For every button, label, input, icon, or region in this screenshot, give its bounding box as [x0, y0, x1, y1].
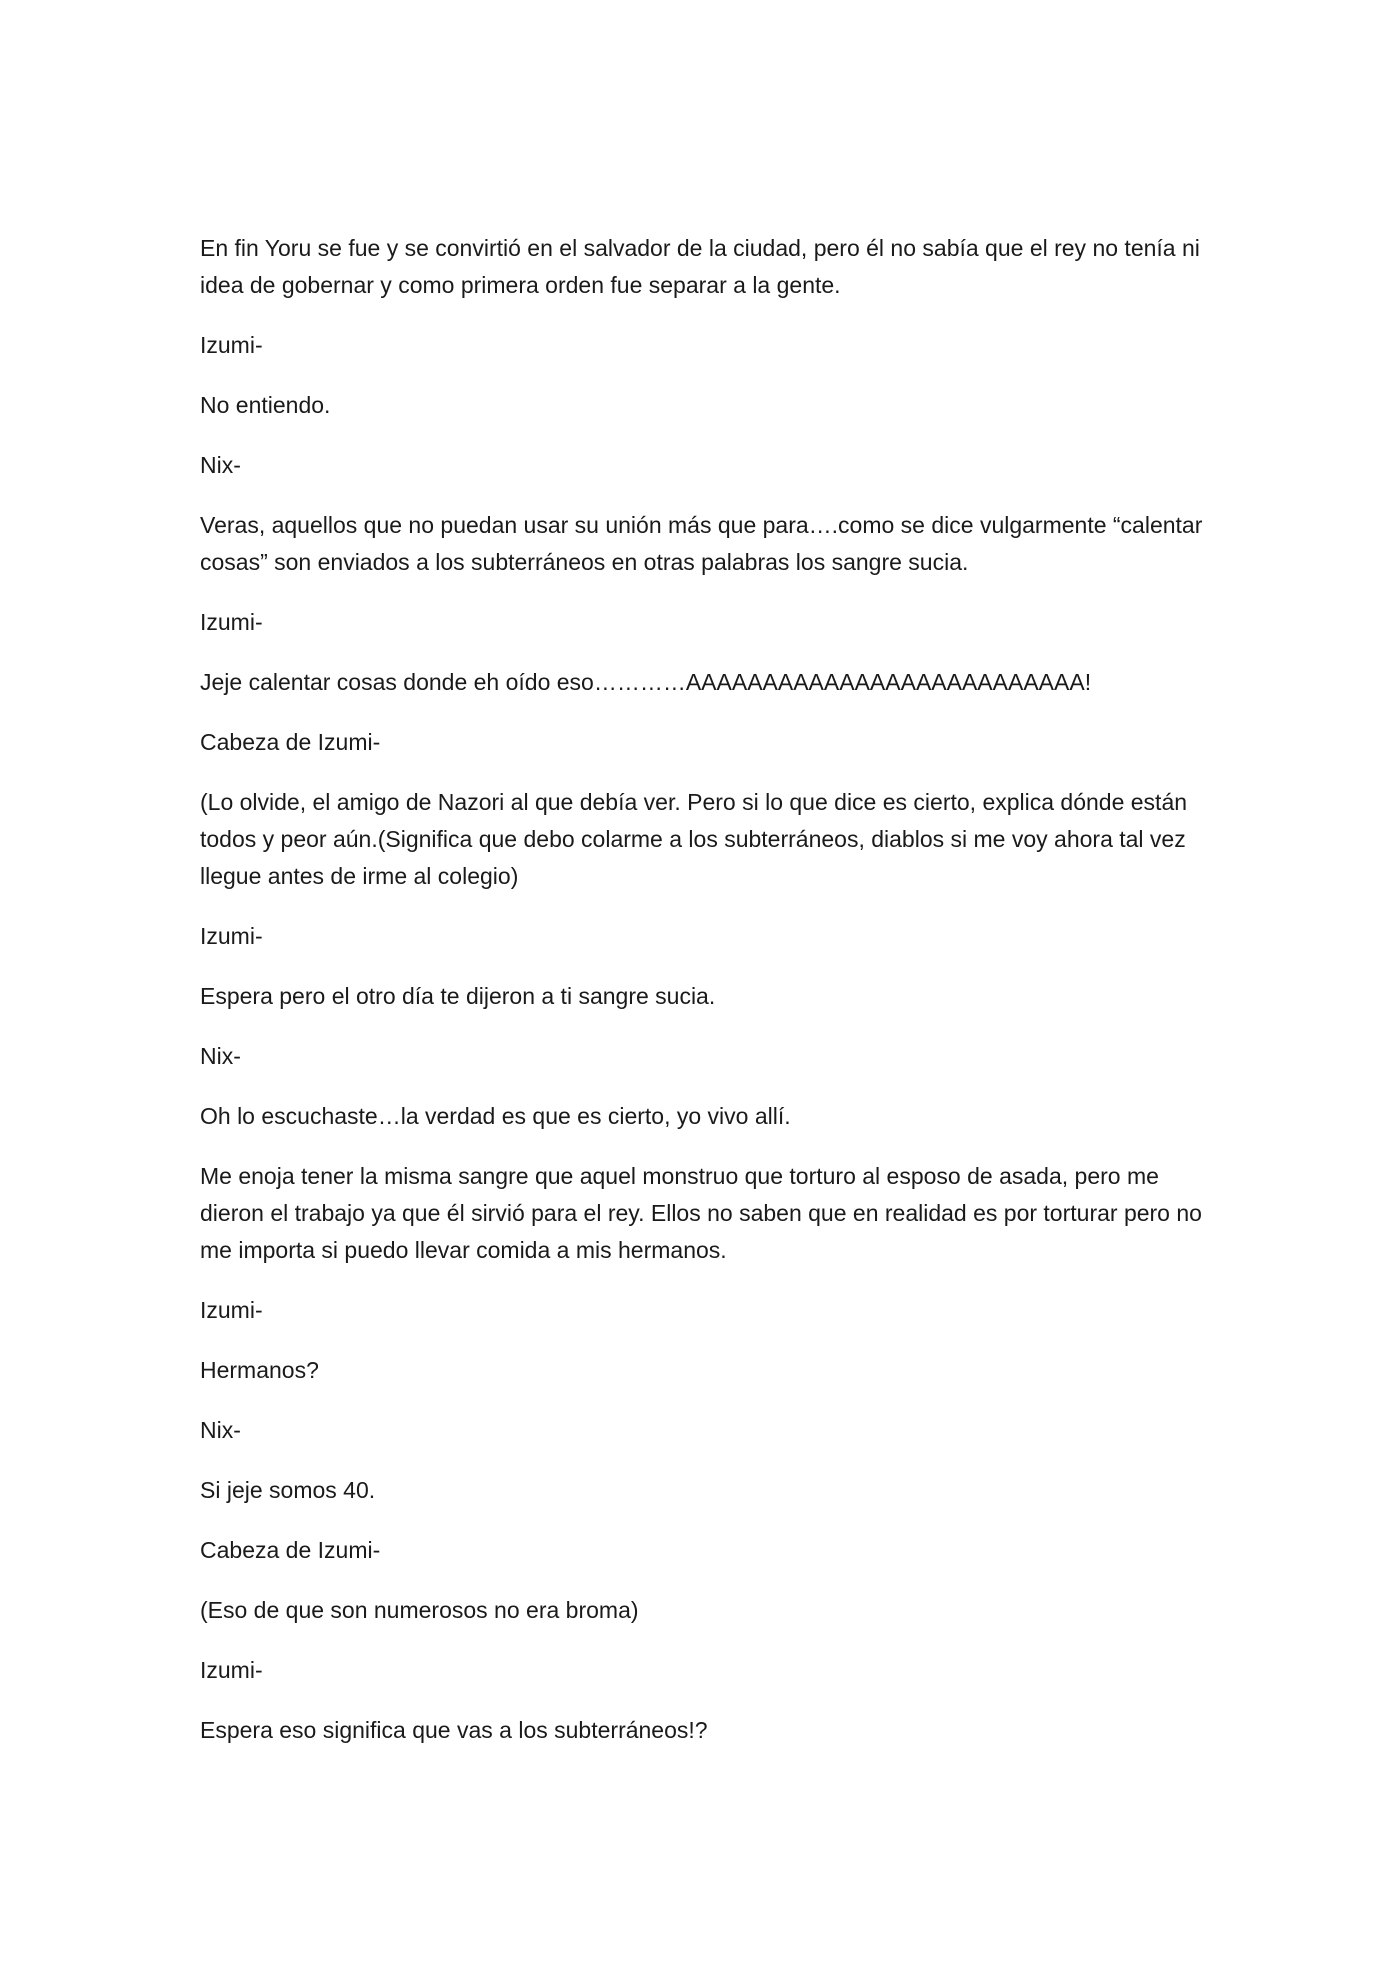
- speaker-label: Izumi-: [200, 332, 263, 358]
- speaker-label: Nix-: [200, 452, 241, 478]
- dialogue-line: Espera eso significa que vas a los subterráneos!?: [200, 1717, 708, 1743]
- speaker-label: Izumi-: [200, 923, 263, 949]
- thought-line: (Eso de que son numerosos no era broma): [200, 1597, 639, 1623]
- speaker-label: Cabeza de Izumi-: [200, 729, 381, 755]
- dialogue-line: Veras, aquellos que no puedan usar su unión más que para….como se dice vulgarmente “calentar cosas” son enviados a los subterráneos en otras palabras los sangre sucia.: [200, 512, 1203, 575]
- speaker-label: Izumi-: [200, 609, 263, 635]
- speaker-label: Cabeza de Izumi-: [200, 1537, 381, 1563]
- speaker-label: Nix-: [200, 1043, 241, 1069]
- document-body: [200, 230, 1210, 1772]
- dialogue-line: Me enoja tener la misma sangre que aquel monstruo que torturo al esposo de asada, pero me dieron el trabajo ya que él sirvió para el rey. Ellos no saben que en realidad es por torturar pero no me importa si puedo llevar comida a mis hermanos.: [200, 1163, 1202, 1263]
- dialogue-line: No entiendo.: [200, 392, 331, 418]
- dialogue-line: Espera pero el otro día te dijeron a ti sangre sucia.: [200, 983, 716, 1009]
- dialogue-line: Oh lo escuchaste…la verdad es que es cierto, yo vivo allí.: [200, 1103, 791, 1129]
- dialogue-line: Hermanos?: [200, 1357, 319, 1383]
- speaker-label: Izumi-: [200, 1657, 263, 1683]
- dialogue-line: Si jeje somos 40.: [200, 1477, 376, 1503]
- dialogue-line: Jeje calentar cosas donde eh oído eso…………AAAAAAAAAAAAAAAAAAAAAAAAAA!: [200, 669, 1092, 695]
- speaker-label: Izumi-: [200, 1297, 263, 1323]
- narration-paragraph: En fin Yoru se fue y se convirtió en el salvador de la ciudad, pero él no sabía que el rey no tenía ni idea de gobernar y como primera orden fue separar a la gente.: [200, 235, 1200, 298]
- thought-line: (Lo olvide, el amigo de Nazori al que debía ver. Pero si lo que dice es cierto, explica dónde están todos y peor aún.(Significa que debo colarme a los subterráneos, diablos si me voy ahora tal vez llegue antes de irme al colegio): [200, 789, 1188, 889]
- speaker-label: Nix-: [200, 1417, 241, 1443]
